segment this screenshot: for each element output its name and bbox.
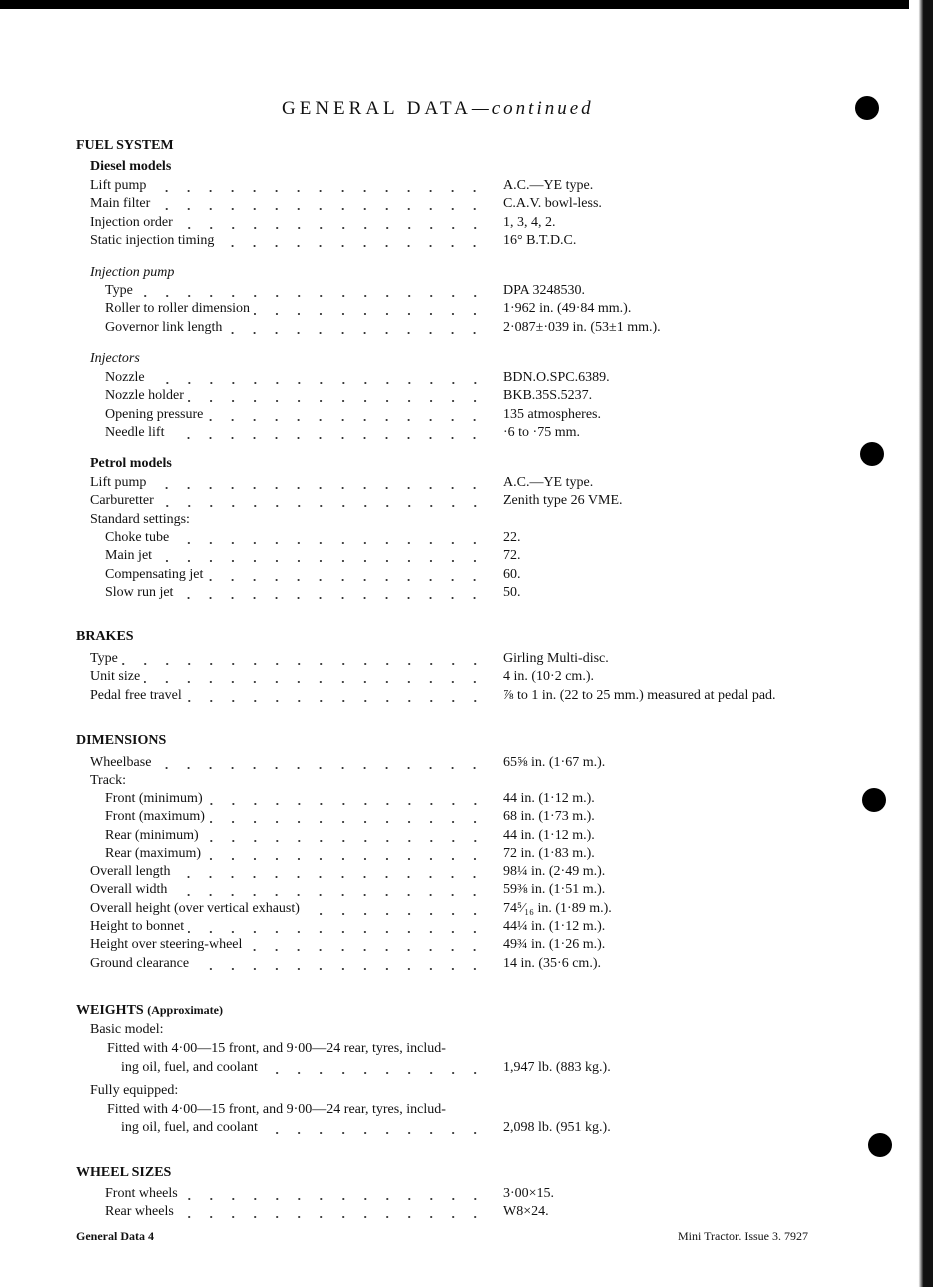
row-value: 49¾ in. (1·26 m.). xyxy=(503,937,606,953)
row-label: Pedal free travel xyxy=(90,687,182,703)
row-value: 3·00×15. xyxy=(503,1186,555,1201)
row-label: Type xyxy=(105,283,133,298)
punch-hole-icon xyxy=(862,788,886,812)
row-value: 22. xyxy=(503,530,521,545)
row-value: BDN.O.SPC.6389. xyxy=(503,370,610,385)
footer-left: General Data 4 xyxy=(76,1229,154,1243)
row-value: 65⅝ in. (1·67 m.). xyxy=(503,755,606,770)
row-label: Height to bonnet xyxy=(90,918,185,934)
data-row xyxy=(105,547,490,565)
row-value: ·6 to ·75 mm. xyxy=(503,424,580,440)
leader-dots xyxy=(156,547,486,565)
leader-dots xyxy=(150,474,486,492)
row-value: 16° B.T.D.C. xyxy=(503,232,577,248)
leader-dots xyxy=(137,282,486,300)
leader-dots xyxy=(207,566,486,584)
scan-edge-top xyxy=(0,0,933,9)
data-row xyxy=(105,369,490,387)
leader-dots xyxy=(122,650,486,668)
row-label: Overall width xyxy=(90,882,168,898)
subheading: Injection pump xyxy=(90,265,175,280)
row-value: 2·087±·039 in. (53±1 mm.). xyxy=(503,319,661,335)
leader-dots xyxy=(262,1119,486,1137)
leader-dots xyxy=(168,424,486,442)
data-row xyxy=(90,863,490,881)
scan-edge-right xyxy=(909,0,933,1287)
data-row xyxy=(105,529,490,547)
row-label: Carburetter xyxy=(90,493,154,509)
data-row xyxy=(105,845,490,863)
row-value: A.C.—YE type. xyxy=(503,178,594,193)
row-label: Choke tube xyxy=(105,530,170,545)
data-row xyxy=(90,177,490,195)
punch-hole-icon xyxy=(860,442,884,466)
data-row xyxy=(105,406,490,424)
subheading: Fully equipped: xyxy=(90,1083,179,1098)
row-label: Overall height (over vertical exhaust) xyxy=(90,900,300,916)
row-label: Main filter xyxy=(90,196,151,212)
row-label: Ground clearance xyxy=(90,955,190,971)
leader-dots xyxy=(207,406,486,424)
row-label: Nozzle holder xyxy=(105,388,184,404)
data-row xyxy=(105,827,490,845)
punch-hole-icon xyxy=(868,1133,892,1157)
row-label: ing oil, fuel, and coolant xyxy=(121,1120,258,1135)
data-row xyxy=(105,808,490,826)
leader-dots xyxy=(304,900,486,918)
leader-dots xyxy=(193,955,486,973)
data-row xyxy=(105,790,490,808)
row-label: Opening pressure xyxy=(105,406,204,422)
leader-dots xyxy=(154,195,486,213)
row-value: Zenith type 26 VME. xyxy=(503,493,623,509)
row-value: 2,098 lb. (951 kg.). xyxy=(503,1120,611,1135)
section-heading: WEIGHTS (Approximate) xyxy=(76,1003,223,1018)
leader-dots xyxy=(150,177,486,195)
row-label: Compensating jet xyxy=(105,566,204,582)
row-label: Front (maximum) xyxy=(105,809,205,825)
data-row xyxy=(90,900,490,918)
row-value: 50. xyxy=(503,584,521,600)
row-label: Rear (minimum) xyxy=(105,827,199,843)
row-label: Main jet xyxy=(105,548,153,564)
data-row xyxy=(105,424,490,442)
row-label: Height over steering-wheel xyxy=(90,937,243,953)
leader-dots xyxy=(203,827,486,845)
leader-dots xyxy=(144,668,486,686)
data-row xyxy=(90,195,490,213)
row-label: Needle lift xyxy=(105,424,165,440)
row-value: 44¼ in. (1·12 m.). xyxy=(503,918,606,934)
subheading: Basic model: xyxy=(90,1022,164,1037)
row-label: Rear (maximum) xyxy=(105,845,202,861)
data-row xyxy=(90,936,490,954)
row-label: Overall length xyxy=(90,864,171,879)
row-value: 1,947 lb. (883 kg.). xyxy=(503,1060,611,1075)
data-row xyxy=(121,1119,490,1137)
weight-description: Fitted with 4·00—15 front, and 9·00—24 rear, tyres, includ- xyxy=(107,1041,446,1056)
subheading: Petrol models xyxy=(90,456,172,471)
leader-dots xyxy=(188,387,486,405)
leader-dots xyxy=(177,214,486,232)
data-row xyxy=(90,754,490,772)
row-value: 72. xyxy=(503,548,521,564)
section-heading: BRAKES xyxy=(76,629,134,644)
row-label: Lift pump xyxy=(90,178,147,193)
row-value: 74⁵⁄₁₆ in. (1·89 m.). xyxy=(503,900,612,916)
data-row xyxy=(105,1203,490,1221)
data-row xyxy=(90,214,490,232)
row-label: Type xyxy=(90,651,118,666)
data-row xyxy=(121,1059,490,1077)
leader-dots xyxy=(158,492,486,510)
leader-dots xyxy=(254,300,486,318)
row-label: Front wheels xyxy=(105,1186,178,1201)
leader-dots xyxy=(188,918,486,936)
leader-dots xyxy=(178,1203,486,1221)
row-value: BKB.35S.5237. xyxy=(503,388,593,404)
section-heading: DIMENSIONS xyxy=(76,733,167,748)
subheading: Injectors xyxy=(90,351,140,366)
row-value: C.A.V. bowl-less. xyxy=(503,196,602,212)
data-row xyxy=(90,232,490,250)
data-row xyxy=(90,474,490,492)
leader-dots xyxy=(171,881,486,899)
leader-dots xyxy=(186,687,486,705)
data-row xyxy=(105,300,490,318)
row-label: Rear wheels xyxy=(105,1204,174,1220)
subheading: Standard settings: xyxy=(90,512,190,527)
row-value: 1, 3, 4, 2. xyxy=(503,214,556,230)
row-label: Front (minimum) xyxy=(105,791,203,806)
row-value: 98¼ in. (2·49 m.). xyxy=(503,864,606,879)
row-label: Static injection timing xyxy=(90,232,215,248)
row-label: ing oil, fuel, and coolant xyxy=(121,1060,258,1075)
data-row xyxy=(105,1185,490,1203)
data-row xyxy=(105,387,490,405)
row-value: 135 atmospheres. xyxy=(503,406,601,422)
leader-dots xyxy=(207,790,486,808)
row-label: Slow run jet xyxy=(105,584,174,600)
leader-dots xyxy=(149,369,486,387)
leader-dots xyxy=(226,319,486,337)
row-value: 14 in. (35·6 cm.). xyxy=(503,955,601,971)
row-label: Roller to roller dimension xyxy=(105,301,251,317)
row-value: Girling Multi-disc. xyxy=(503,651,609,666)
row-value: 60. xyxy=(503,566,521,582)
data-row xyxy=(90,955,490,973)
data-row xyxy=(105,584,490,602)
data-row xyxy=(90,918,490,936)
leader-dots xyxy=(177,584,486,602)
row-label: Injection order xyxy=(90,214,173,230)
row-label: Unit size xyxy=(90,669,141,685)
row-value: ⅞ to 1 in. (22 to 25 mm.) measured at pedal pad. xyxy=(503,687,776,703)
data-row xyxy=(90,668,490,686)
leader-dots xyxy=(218,232,486,250)
row-value: W8×24. xyxy=(503,1204,549,1220)
row-value: 59⅜ in. (1·51 m.). xyxy=(503,882,606,898)
leader-dots xyxy=(182,1185,486,1203)
row-value: 68 in. (1·73 m.). xyxy=(503,809,595,825)
leader-dots xyxy=(205,845,486,863)
subheading: Diesel models xyxy=(90,159,172,174)
row-value: 72 in. (1·83 m.). xyxy=(503,845,595,861)
footer-right: Mini Tractor. Issue 3. 7927 xyxy=(678,1229,809,1243)
row-value: 1·962 in. (49·84 mm.). xyxy=(503,301,632,317)
section-heading: FUEL SYSTEM xyxy=(76,138,174,153)
leader-dots xyxy=(262,1059,486,1077)
row-label: Lift pump xyxy=(90,475,147,490)
row-label: Governor link length xyxy=(105,319,223,335)
leader-dots xyxy=(246,936,486,954)
leader-dots xyxy=(155,754,486,772)
row-value: DPA 3248530. xyxy=(503,283,585,298)
data-row xyxy=(90,650,490,668)
weight-description: Fitted with 4·00—15 front, and 9·00—24 rear, tyres, includ- xyxy=(107,1102,446,1117)
leader-dots xyxy=(209,808,486,826)
row-label: Wheelbase xyxy=(90,755,152,770)
row-label: Nozzle xyxy=(105,370,145,385)
section-heading: WHEEL SIZES xyxy=(76,1165,172,1180)
row-value: 4 in. (10·2 cm.). xyxy=(503,669,594,685)
row-value: 44 in. (1·12 m.). xyxy=(503,791,595,806)
data-row xyxy=(105,282,490,300)
subheading: Track: xyxy=(90,773,127,788)
data-row xyxy=(90,881,490,899)
row-value: A.C.—YE type. xyxy=(503,475,594,490)
data-row xyxy=(105,566,490,584)
data-row xyxy=(105,319,490,337)
page-title: GENERAL DATA—continued xyxy=(282,98,594,119)
leader-dots xyxy=(173,529,486,547)
row-value: 44 in. (1·12 m.). xyxy=(503,827,595,843)
leader-dots xyxy=(174,863,486,881)
data-row xyxy=(90,687,490,705)
data-row xyxy=(90,492,490,510)
punch-hole-icon xyxy=(855,96,879,120)
